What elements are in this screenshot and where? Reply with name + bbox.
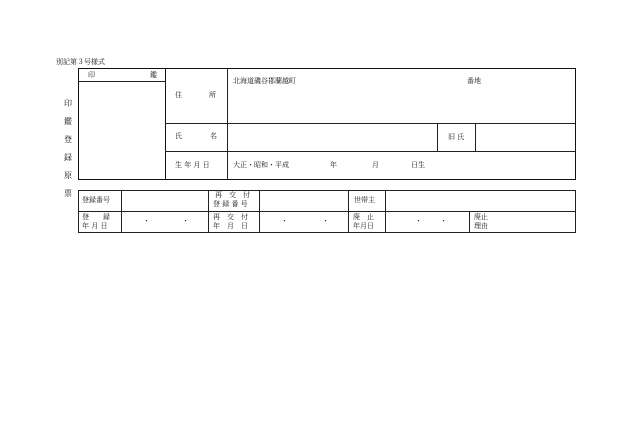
address-value: 北海道磯谷郡蘭越町 <box>233 77 296 85</box>
abolish-date-separator: ・ <box>440 217 447 225</box>
seal-header-left: 印 <box>88 71 95 79</box>
reg-date-label-1: 登 録 <box>82 213 110 221</box>
vertical-title-char: 登 <box>64 135 72 144</box>
vertical-title-char: 鑑 <box>64 117 72 126</box>
divider <box>208 190 209 233</box>
reg-date-label-2: 年 月 日 <box>82 222 108 230</box>
reg-date-separator: ・ <box>143 217 150 225</box>
abolish-date-label-1: 廃 止 <box>353 213 374 221</box>
reissue-number-label-1: 再 交 付 <box>215 191 250 199</box>
divider <box>475 123 476 151</box>
birth-era: 大正・昭和・平成 <box>233 161 289 169</box>
vertical-title-char: 録 <box>64 153 72 162</box>
abolish-reason-label-2: 理由 <box>474 222 488 230</box>
divider <box>121 190 122 233</box>
divider <box>227 68 228 180</box>
divider <box>78 81 165 82</box>
address-label-a: 住 <box>175 91 182 99</box>
vertical-title-char: 票 <box>64 189 72 198</box>
name-field <box>229 125 435 149</box>
address-label-b: 所 <box>209 91 216 99</box>
reissue-number-label-2: 登 録 番 号 <box>213 200 248 208</box>
reg-date-separator: ・ <box>182 217 189 225</box>
divider <box>469 211 470 233</box>
birth-month-label: 月 <box>372 161 379 169</box>
name-label-a: 氏 <box>175 132 182 140</box>
birth-label: 生 年 月 日 <box>175 161 210 169</box>
reg-number-label: 登録番号 <box>82 196 110 204</box>
name-label-b: 名 <box>210 132 217 140</box>
reissue-date-separator: ・ <box>281 217 288 225</box>
divider <box>259 190 260 233</box>
divider <box>348 190 349 233</box>
reissue-date-separator: ・ <box>322 217 329 225</box>
birth-day-label: 日生 <box>411 161 425 169</box>
old-name-label: 旧 氏 <box>448 133 465 141</box>
birth-year-label: 年 <box>330 161 337 169</box>
vertical-title-char: 原 <box>64 171 72 180</box>
abolish-date-separator: ・ <box>415 217 422 225</box>
abolish-date-label-2: 年月日 <box>353 222 374 230</box>
form-label: 別記第３号様式 <box>56 58 105 66</box>
address-suffix: 番地 <box>467 77 481 85</box>
divider <box>437 123 438 151</box>
reissue-date-label-1: 再 交 付 <box>213 213 248 221</box>
divider <box>78 211 576 212</box>
seal-imprint-area <box>80 83 163 178</box>
seal-header-right: 鑑 <box>150 71 157 79</box>
abolish-reason-label-1: 廃止 <box>474 213 488 221</box>
reissue-date-label-2: 年 月 日 <box>213 222 248 230</box>
divider <box>385 190 386 233</box>
divider <box>165 68 166 180</box>
vertical-title-char: 印 <box>64 99 72 108</box>
household-head-label: 世帯主 <box>354 196 375 204</box>
